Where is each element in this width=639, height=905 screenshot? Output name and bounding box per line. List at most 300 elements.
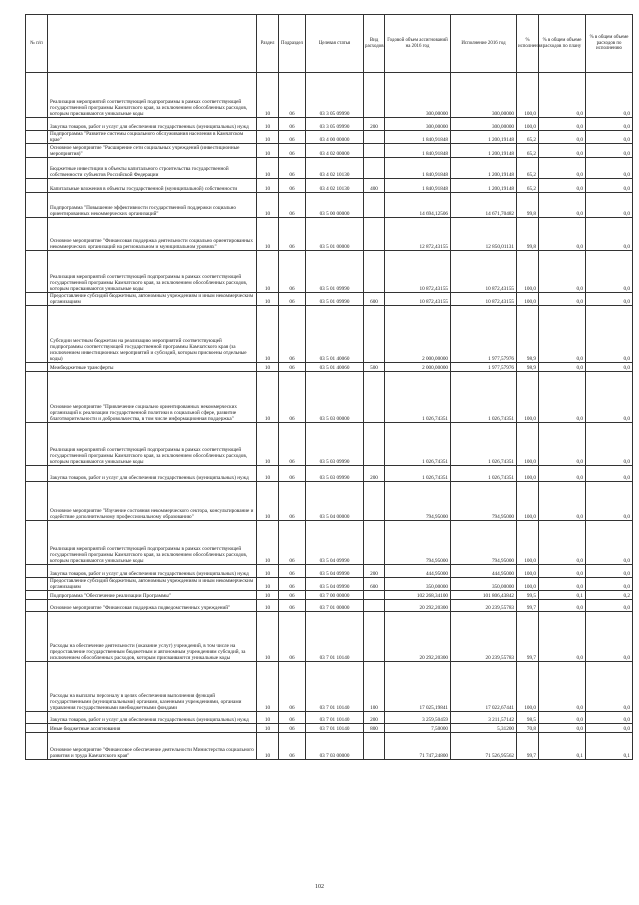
budget-execution-table xyxy=(25,14,633,760)
cell-pct: 99,8 xyxy=(517,218,539,251)
cell-type: 500 xyxy=(364,363,385,372)
cell-pct: 100,0 xyxy=(517,73,539,118)
cell-num xyxy=(26,363,48,372)
cell-pexec: 0,0 xyxy=(586,600,633,612)
cell-target: 03 7 01 10140 xyxy=(306,724,364,733)
header-name xyxy=(48,15,257,73)
cell-target: 03 5 04 09990 xyxy=(306,521,364,565)
cell-subsection: 06 xyxy=(279,565,306,578)
cell-execution: 794,95000 xyxy=(451,521,517,565)
cell-section: 10 xyxy=(257,293,279,306)
table-row xyxy=(26,179,633,193)
cell-pplan: 0,0 xyxy=(539,662,586,712)
cell-name: Межбюджетные трансферты xyxy=(48,363,257,372)
cell-annual: 2 000,00000 xyxy=(385,306,451,363)
cell-target: 03 3 05 09990 xyxy=(306,73,364,118)
cell-type xyxy=(364,144,385,158)
cell-pplan: 0,0 xyxy=(539,144,586,158)
cell-annual: 794,95000 xyxy=(385,521,451,565)
cell-annual: 102 268,34100 xyxy=(385,591,451,600)
cell-name: Реализация мероприятий соответствующей подпрограммы в рамках соответствующей государственной программы Камчатского края, за исключением обособленных расходов, которым присваиваются уникальные коды xyxy=(48,521,257,565)
cell-num xyxy=(26,662,48,712)
cell-execution: 1 026,74351 xyxy=(451,372,517,423)
cell-subsection: 06 xyxy=(279,218,306,251)
cell-type xyxy=(364,612,385,662)
table-row xyxy=(26,521,633,565)
cell-num xyxy=(26,521,48,565)
cell-annual: 1 840,91848 xyxy=(385,158,451,179)
cell-section: 10 xyxy=(257,144,279,158)
cell-pexec: 0,0 xyxy=(586,423,633,466)
table-row xyxy=(26,363,633,372)
cell-execution: 20 239,55783 xyxy=(451,612,517,662)
cell-section: 10 xyxy=(257,521,279,565)
table-body xyxy=(26,73,633,760)
cell-annual: 300,00000 xyxy=(385,73,451,118)
cell-pexec: 0,0 xyxy=(586,482,633,521)
table-row xyxy=(26,662,633,712)
cell-type: 200 xyxy=(364,118,385,131)
cell-pexec: 0,2 xyxy=(586,591,633,600)
cell-subsection: 06 xyxy=(279,662,306,712)
cell-pexec: 0,1 xyxy=(586,733,633,760)
budget-table-page xyxy=(25,14,632,760)
header-percent-total: % в общем объеме расходов по исполнению xyxy=(586,15,633,73)
cell-num xyxy=(26,565,48,578)
cell-pexec: 0,0 xyxy=(586,578,633,591)
cell-section: 10 xyxy=(257,363,279,372)
cell-target: 03 7 01 10140 xyxy=(306,662,364,712)
cell-pct: 98,9 xyxy=(517,306,539,363)
cell-target: 03 5 01 09990 xyxy=(306,293,364,306)
cell-subsection: 06 xyxy=(279,591,306,600)
cell-num xyxy=(26,724,48,733)
cell-section: 10 xyxy=(257,306,279,363)
cell-type: 200 xyxy=(364,712,385,724)
cell-section: 10 xyxy=(257,466,279,482)
cell-pplan: 0,0 xyxy=(539,482,586,521)
cell-name: Реализация мероприятий соответствующей подпрограммы в рамках соответствующей государственной программы Камчатского края, за исключением обособленных расходов, которым присваиваются уникальные коды xyxy=(48,423,257,466)
cell-target: 03 7 01 00000 xyxy=(306,600,364,612)
cell-execution: 300,00000 xyxy=(451,118,517,131)
cell-pplan: 0,0 xyxy=(539,724,586,733)
header-expense-type: Вид расходов xyxy=(364,15,385,73)
table-row xyxy=(26,600,633,612)
cell-target: 03 4 02 10130 xyxy=(306,158,364,179)
cell-subsection: 06 xyxy=(279,466,306,482)
cell-pexec: 0,0 xyxy=(586,363,633,372)
cell-type xyxy=(364,372,385,423)
cell-pct: 65,2 xyxy=(517,144,539,158)
table-row xyxy=(26,482,633,521)
cell-section: 10 xyxy=(257,724,279,733)
cell-name: Иные бюджетные ассигнования xyxy=(48,724,257,733)
cell-pexec: 0,0 xyxy=(586,193,633,218)
cell-annual: 1 026,74351 xyxy=(385,423,451,466)
cell-target: 03 5 01 00000 xyxy=(306,218,364,251)
cell-num xyxy=(26,144,48,158)
cell-subsection: 06 xyxy=(279,578,306,591)
cell-name: Подпрограмма "Обеспечение реализации Программы" xyxy=(48,591,257,600)
cell-num xyxy=(26,118,48,131)
cell-subsection: 06 xyxy=(279,118,306,131)
cell-subsection: 06 xyxy=(279,73,306,118)
header-annual: Годовой объем ассигнований на 2016 год xyxy=(385,15,451,73)
cell-annual: 10 872,43155 xyxy=(385,251,451,293)
table-row xyxy=(26,565,633,578)
cell-subsection: 06 xyxy=(279,131,306,144)
cell-annual: 2 000,00000 xyxy=(385,363,451,372)
cell-subsection: 06 xyxy=(279,423,306,466)
table-row xyxy=(26,158,633,179)
cell-type xyxy=(364,591,385,600)
cell-pct: 65,2 xyxy=(517,158,539,179)
cell-pct: 100,0 xyxy=(517,578,539,591)
cell-pplan: 0,0 xyxy=(539,193,586,218)
cell-execution: 17 022,67441 xyxy=(451,662,517,712)
cell-section: 10 xyxy=(257,423,279,466)
cell-section: 10 xyxy=(257,193,279,218)
cell-pct: 100,0 xyxy=(517,293,539,306)
cell-pplan: 0,0 xyxy=(539,600,586,612)
cell-annual: 1 026,74351 xyxy=(385,372,451,423)
cell-pct: 100,0 xyxy=(517,565,539,578)
cell-pplan: 0,0 xyxy=(539,363,586,372)
cell-pplan: 0,0 xyxy=(539,423,586,466)
cell-execution: 1 026,74351 xyxy=(451,466,517,482)
cell-name: Подпрограмма "Повышение эффективности государственной поддержки социально ориентированных некоммерческих организаций" xyxy=(48,193,257,218)
cell-type xyxy=(364,158,385,179)
page-number: 102 xyxy=(315,884,324,890)
cell-pct: 100,0 xyxy=(517,482,539,521)
cell-target: 03 7 00 00000 xyxy=(306,591,364,600)
cell-pplan: 0,0 xyxy=(539,712,586,724)
cell-num xyxy=(26,179,48,193)
cell-execution: 10 872,43155 xyxy=(451,293,517,306)
cell-pct: 100,0 xyxy=(517,372,539,423)
cell-num xyxy=(26,591,48,600)
cell-pct: 98,9 xyxy=(517,363,539,372)
cell-name: Расходы на выплаты персоналу в целях обеспечения выполнения функций государственными (муниципальными) органами, казенными учреждениями, органами управления государственными внебюджетными фондами xyxy=(48,662,257,712)
cell-num xyxy=(26,306,48,363)
cell-section: 10 xyxy=(257,662,279,712)
cell-pct: 100,0 xyxy=(517,466,539,482)
cell-annual: 71 747,24800 xyxy=(385,733,451,760)
cell-type xyxy=(364,218,385,251)
cell-section: 10 xyxy=(257,118,279,131)
cell-annual: 17 025,19841 xyxy=(385,662,451,712)
table-row xyxy=(26,578,633,591)
table-row xyxy=(26,733,633,760)
table-row xyxy=(26,466,633,482)
cell-execution: 1 200,19148 xyxy=(451,144,517,158)
cell-subsection: 06 xyxy=(279,293,306,306)
cell-target: 03 5 04 09990 xyxy=(306,565,364,578)
cell-section: 10 xyxy=(257,251,279,293)
cell-type xyxy=(364,251,385,293)
cell-name: Закупка товаров, работ и услуг для обеспечения государственных (муниципальных) нужд xyxy=(48,565,257,578)
cell-name: Закупка товаров, работ и услуг для обеспечения государственных (муниципальных) нужд xyxy=(48,118,257,131)
cell-pct: 70,8 xyxy=(517,724,539,733)
cell-execution: 1 200,19148 xyxy=(451,131,517,144)
cell-name: Закупка товаров, работ и услуг для обеспечения государственных (муниципальных) нужд xyxy=(48,466,257,482)
cell-name: Предоставление субсидий бюджетным, автономным учреждениям и иным некоммерческим организациям xyxy=(48,578,257,591)
cell-section: 10 xyxy=(257,612,279,662)
cell-section: 10 xyxy=(257,73,279,118)
table-row xyxy=(26,591,633,600)
cell-pexec: 0,0 xyxy=(586,724,633,733)
cell-num xyxy=(26,372,48,423)
cell-pplan: 0,0 xyxy=(539,578,586,591)
cell-pplan: 0,0 xyxy=(539,179,586,193)
cell-num xyxy=(26,733,48,760)
cell-name: Основное мероприятие "Финансовое обеспечение деятельности Министерства социального развития и труда Камчатского края" xyxy=(48,733,257,760)
cell-target: 03 5 01 40060 xyxy=(306,306,364,363)
cell-subsection: 06 xyxy=(279,306,306,363)
cell-execution: 1 200,19148 xyxy=(451,179,517,193)
cell-type xyxy=(364,73,385,118)
cell-name: Основное мероприятие "Финансовая поддержка подведомственных учреждений" xyxy=(48,600,257,612)
cell-annual: 20 292,20300 xyxy=(385,600,451,612)
cell-target: 03 4 00 00000 xyxy=(306,131,364,144)
cell-pplan: 0,0 xyxy=(539,521,586,565)
table-row xyxy=(26,251,633,293)
cell-type xyxy=(364,193,385,218)
cell-pexec: 0,0 xyxy=(586,293,633,306)
cell-execution: 71 526,95562 xyxy=(451,733,517,760)
table-row xyxy=(26,118,633,131)
cell-pexec: 0,0 xyxy=(586,179,633,193)
cell-execution: 5,31200 xyxy=(451,724,517,733)
cell-pexec: 0,0 xyxy=(586,218,633,251)
cell-name: Предоставление субсидий бюджетным, автономным учреждениям и иным некоммерческим организациям xyxy=(48,293,257,306)
cell-subsection: 06 xyxy=(279,372,306,423)
cell-annual: 350,00000 xyxy=(385,578,451,591)
cell-pexec: 0,0 xyxy=(586,565,633,578)
cell-subsection: 06 xyxy=(279,733,306,760)
cell-execution: 10 872,43155 xyxy=(451,251,517,293)
cell-pct: 100,0 xyxy=(517,521,539,565)
cell-section: 10 xyxy=(257,482,279,521)
cell-annual: 3 259,50459 xyxy=(385,712,451,724)
cell-pexec: 0,0 xyxy=(586,251,633,293)
table-row xyxy=(26,218,633,251)
cell-pct: 100,0 xyxy=(517,423,539,466)
cell-num xyxy=(26,600,48,612)
cell-pexec: 0,0 xyxy=(586,521,633,565)
cell-target: 03 5 04 00000 xyxy=(306,482,364,521)
cell-type: 800 xyxy=(364,724,385,733)
cell-target: 03 5 01 40060 xyxy=(306,363,364,372)
header-num: № п/п xyxy=(26,15,48,73)
cell-subsection: 06 xyxy=(279,251,306,293)
cell-pplan: 0,0 xyxy=(539,73,586,118)
cell-section: 10 xyxy=(257,578,279,591)
cell-pexec: 0,0 xyxy=(586,158,633,179)
cell-pplan: 0,0 xyxy=(539,251,586,293)
cell-pplan: 0,0 xyxy=(539,158,586,179)
cell-annual: 444,95000 xyxy=(385,565,451,578)
cell-subsection: 06 xyxy=(279,193,306,218)
cell-execution: 3 211,57142 xyxy=(451,712,517,724)
cell-type xyxy=(364,131,385,144)
cell-name: Основное мероприятие "Расширение сети социальных учреждений (инвестиционные мероприятия)" xyxy=(48,144,257,158)
table-row xyxy=(26,193,633,218)
cell-pplan: 0,1 xyxy=(539,733,586,760)
cell-name: Реализация мероприятий соответствующей подпрограммы в рамках соответствующей государственной программы Камчатского края, за исключением обособленных расходов, которым присваиваются уникальные коды xyxy=(48,73,257,118)
cell-type xyxy=(364,423,385,466)
cell-annual: 20 292,20300 xyxy=(385,612,451,662)
cell-section: 10 xyxy=(257,591,279,600)
table-row xyxy=(26,612,633,662)
cell-name: Основное мероприятие "Финансовая поддержка деятельности социально ориентированных некоммерческих организаций на региональном и муниципальном уровнях" xyxy=(48,218,257,251)
cell-section: 10 xyxy=(257,733,279,760)
cell-target: 03 5 03 09990 xyxy=(306,466,364,482)
cell-pct: 100,0 xyxy=(517,662,539,712)
cell-name: Расходы на обеспечение деятельности (оказание услуг) учреждений, в том числе на предоставление государственным бюджетным и автономным учреждениям субсидий, за исключением обособленных расходов, которым присваиваются уникальные коды xyxy=(48,612,257,662)
cell-target: 03 4 02 10130 xyxy=(306,179,364,193)
cell-type: 600 xyxy=(364,293,385,306)
cell-pct: 98,5 xyxy=(517,712,539,724)
cell-execution: 1 026,74351 xyxy=(451,423,517,466)
cell-type xyxy=(364,733,385,760)
cell-section: 10 xyxy=(257,179,279,193)
cell-pexec: 0,0 xyxy=(586,662,633,712)
cell-subsection: 06 xyxy=(279,724,306,733)
cell-num xyxy=(26,466,48,482)
cell-type: 600 xyxy=(364,578,385,591)
header-target: Целевая статья xyxy=(306,15,364,73)
cell-pexec: 0,0 xyxy=(586,118,633,131)
cell-num xyxy=(26,218,48,251)
cell-pplan: 0,0 xyxy=(539,372,586,423)
cell-num xyxy=(26,193,48,218)
cell-num xyxy=(26,158,48,179)
cell-name: Основное мероприятие "Изучение состояния некоммерческого сектора, консультирование и содействие дополнительному профессиональному образованию" xyxy=(48,482,257,521)
header-percent-plan: % в общем объеме расходов по плану xyxy=(539,15,586,73)
cell-subsection: 06 xyxy=(279,482,306,521)
cell-num xyxy=(26,131,48,144)
cell-target: 03 4 02 00000 xyxy=(306,144,364,158)
table-row xyxy=(26,372,633,423)
cell-section: 10 xyxy=(257,218,279,251)
cell-subsection: 06 xyxy=(279,612,306,662)
cell-execution: 1 977,57976 xyxy=(451,306,517,363)
cell-pplan: 0,0 xyxy=(539,306,586,363)
cell-annual: 794,95000 xyxy=(385,482,451,521)
cell-name: Бюджетные инвестиции в объекты капитального строительства государственной собственности субъектов Российской Федерации xyxy=(48,158,257,179)
cell-annual: 10 872,43155 xyxy=(385,293,451,306)
cell-pct: 99,5 xyxy=(517,591,539,600)
table-row xyxy=(26,293,633,306)
cell-num xyxy=(26,482,48,521)
cell-pct: 65,2 xyxy=(517,179,539,193)
cell-execution: 20 239,55783 xyxy=(451,600,517,612)
header-execution: Исполнение 2016 год xyxy=(451,15,517,73)
cell-name: Капитальные вложения в объекты государственной (муниципальной) собственности xyxy=(48,179,257,193)
cell-type: 200 xyxy=(364,565,385,578)
cell-name: Реализация мероприятий соответствующей подпрограммы в рамках соответствующей государственной программы Камчатского края, за исключением обособленных расходов, которым присваиваются уникальные коды xyxy=(48,251,257,293)
cell-annual: 12 872,43155 xyxy=(385,218,451,251)
cell-pplan: 0,0 xyxy=(539,565,586,578)
cell-num xyxy=(26,712,48,724)
cell-type xyxy=(364,600,385,612)
cell-execution: 14 671,70482 xyxy=(451,193,517,218)
cell-subsection: 06 xyxy=(279,179,306,193)
cell-pplan: 0,0 xyxy=(539,293,586,306)
cell-annual: 1 840,91848 xyxy=(385,131,451,144)
cell-target: 03 7 01 10140 xyxy=(306,612,364,662)
cell-type xyxy=(364,482,385,521)
cell-execution: 350,00000 xyxy=(451,578,517,591)
cell-target: 03 3 05 09990 xyxy=(306,118,364,131)
cell-subsection: 06 xyxy=(279,144,306,158)
cell-pexec: 0,0 xyxy=(586,466,633,482)
cell-type: 400 xyxy=(364,179,385,193)
header-subsection: Подраздел xyxy=(279,15,306,73)
cell-subsection: 06 xyxy=(279,363,306,372)
cell-section: 10 xyxy=(257,565,279,578)
cell-target: 03 7 03 00000 xyxy=(306,733,364,760)
cell-execution: 1 977,57976 xyxy=(451,363,517,372)
cell-pexec: 0,0 xyxy=(586,73,633,118)
cell-pct: 99,8 xyxy=(517,193,539,218)
cell-pplan: 0,0 xyxy=(539,466,586,482)
cell-pexec: 0,0 xyxy=(586,131,633,144)
cell-target: 03 5 03 09990 xyxy=(306,423,364,466)
cell-subsection: 06 xyxy=(279,521,306,565)
cell-annual: 7,50000 xyxy=(385,724,451,733)
cell-execution: 300,00000 xyxy=(451,73,517,118)
cell-num xyxy=(26,612,48,662)
table-row xyxy=(26,724,633,733)
cell-type: 100 xyxy=(364,662,385,712)
cell-target: 03 5 03 00000 xyxy=(306,372,364,423)
cell-target: 03 5 00 00000 xyxy=(306,193,364,218)
cell-num xyxy=(26,578,48,591)
table-row xyxy=(26,73,633,118)
cell-section: 10 xyxy=(257,712,279,724)
cell-num xyxy=(26,423,48,466)
cell-pexec: 0,0 xyxy=(586,372,633,423)
cell-annual: 1 840,91848 xyxy=(385,179,451,193)
cell-subsection: 06 xyxy=(279,712,306,724)
cell-pexec: 0,0 xyxy=(586,612,633,662)
cell-subsection: 06 xyxy=(279,600,306,612)
cell-execution: 444,95000 xyxy=(451,565,517,578)
cell-pct: 100,0 xyxy=(517,118,539,131)
cell-execution: 794,95000 xyxy=(451,482,517,521)
cell-target: 03 5 01 09990 xyxy=(306,251,364,293)
cell-execution: 12 850,01131 xyxy=(451,218,517,251)
cell-target: 03 5 04 09990 xyxy=(306,578,364,591)
cell-type xyxy=(364,521,385,565)
header-percent-exec: % исполнения xyxy=(517,15,539,73)
cell-pplan: 0,0 xyxy=(539,118,586,131)
cell-num xyxy=(26,73,48,118)
cell-name: Субсидии местным бюджетам на реализацию мероприятий соответствующей подпрограммы соответствующей государственной программы Камчатского края (за исключением инвестиционных мероприятий и субсидий, которым присвоены отдельные коды) xyxy=(48,306,257,363)
cell-section: 10 xyxy=(257,158,279,179)
cell-annual: 1 026,74351 xyxy=(385,466,451,482)
cell-annual: 300,00000 xyxy=(385,118,451,131)
cell-pplan: 0,0 xyxy=(539,131,586,144)
cell-pct: 99,7 xyxy=(517,612,539,662)
table-row xyxy=(26,144,633,158)
table-row xyxy=(26,712,633,724)
cell-annual: 1 840,91848 xyxy=(385,144,451,158)
table-row xyxy=(26,423,633,466)
cell-section: 10 xyxy=(257,600,279,612)
